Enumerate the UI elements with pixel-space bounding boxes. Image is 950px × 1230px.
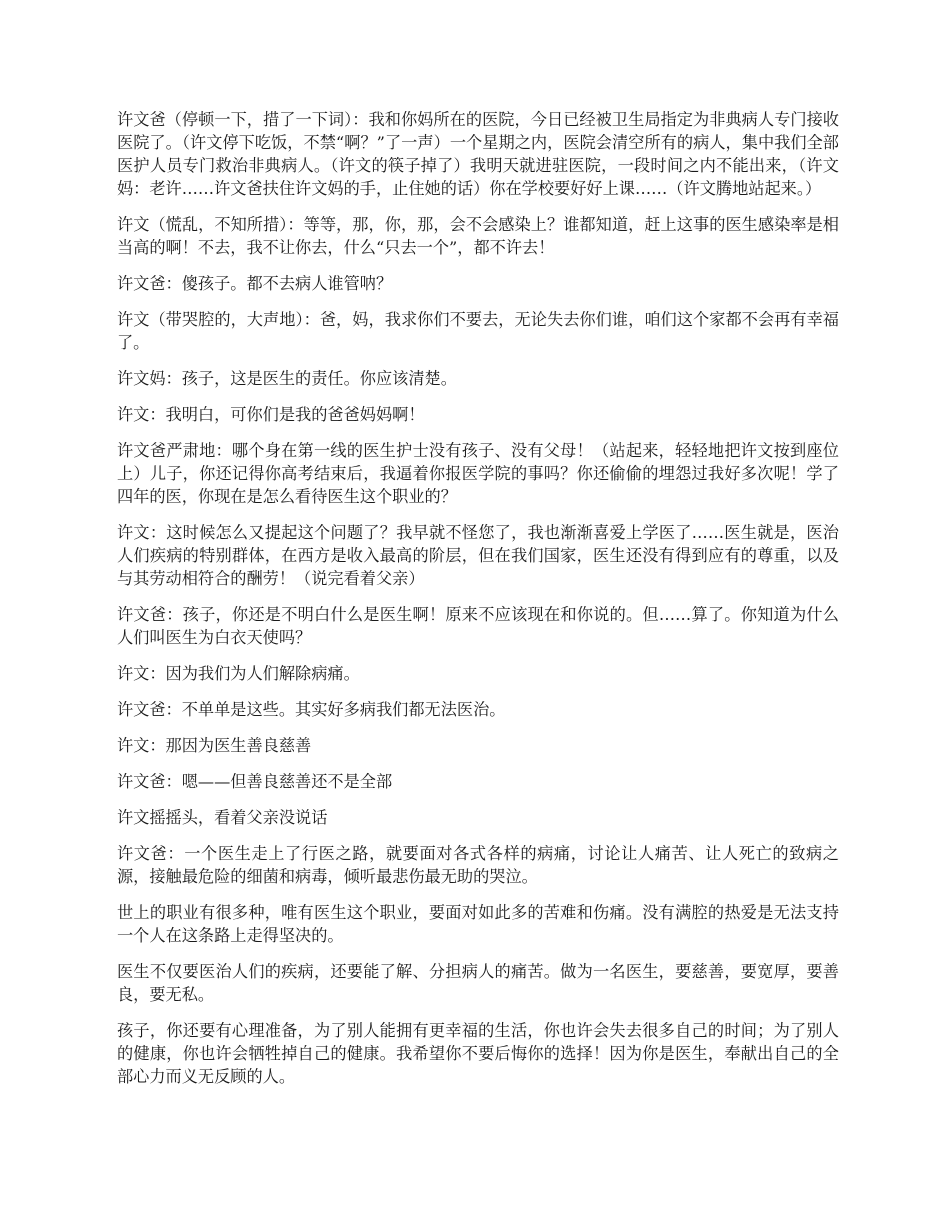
paragraph-10: 许文：因为我们为人们解除病痛。: [117, 664, 360, 683]
paragraph-1: 许文爸（停顿一下，措了一下词）：我和你妈所在的医院，今日已经被卫生局指定为非典病人专门接收医院了。（许文停下吃饭，不禁“啊？”了一声）一个星期之内，医院会清空所有的病人，集中我们全部医护人员专门救治非典病人。（许文的筷子掉了）我明天就进驻医院，一段时间之内不能出来，（许文妈：老许……许文爸扶住许文妈的手，止住她的话）你在学校要好好上课……（许文腾地站起来。）: [117, 110, 839, 198]
paragraph-2: 许文（慌乱，不知所措）：等等，那，你，那，会不会感染上？谁都知道，赶上这事的医生感染率是相当高的啊！不去，我不让你去，什么“只去一个”，都不许去！: [117, 215, 839, 257]
paragraph-9: 许文爸：孩子，你还是不明白什么是医生啊！原来不应该现在和你说的。但……算了。你知道为什么人们叫医生为白衣天使吗？: [117, 605, 839, 647]
paragraph-18: 孩子，你还要有心理准备，为了别人能拥有更幸福的生活，你也许会失去很多自己的时间；为了别人的健康，你也许会牺牲掉自己的健康。我希望你不要后悔你的选择！因为你是医生，奉献出自己的全部心力而义无反顾的人。: [117, 1021, 839, 1086]
paragraph-8: 许文：这时候怎么又提起这个问题了？我早就不怪您了，我也渐渐喜爱上学医了……医生就是，医治人们疾病的特别群体，在西方是收入最高的阶层，但在我们国家，医生还没有得到应有的尊重，以及与其劳动相符合的酬劳！（说完看着父亲）: [117, 523, 839, 588]
paragraph-11: 许文爸：不单单是这些。其实好多病我们都无法医治。: [117, 700, 506, 719]
paragraph-5: 许文妈：孩子，这是医生的责任。你应该清楚。: [117, 369, 457, 388]
paragraph-4: 许文（带哭腔的，大声地）：爸，妈，我求你们不要去，无论失去你们谁，咱们这个家都不会再有幸福了。: [117, 310, 839, 352]
paragraph-13: 许文爸：嗯——但善良慈善还不是全部: [117, 772, 393, 791]
paragraph-14: 许文摇摇头，看着父亲没说话: [117, 808, 328, 827]
paragraph-16: 世上的职业有很多种，唯有医生这个职业，要面对如此多的苦难和伤痛。没有满腔的热爱是无法支持一个人在这条路上走得坚决的。: [117, 903, 839, 945]
paragraph-12: 许文：那因为医生善良慈善: [117, 736, 312, 755]
paragraph-6: 许文：我明白，可你们是我的爸爸妈妈啊！: [117, 405, 425, 424]
paragraph-3: 许文爸：傻孩子。都不去病人谁管呐？: [117, 274, 393, 293]
paragraph-7: 许文爸严肃地：哪个身在第一线的医生护士没有孩子、没有父母！（站起来，轻轻地把许文按到座位上）儿子，你还记得你高考结束后，我逼着你报医学院的事吗？你还偷偷的埋怨过我好多次呢！学了四年的医，你现在是怎么看待医生这个职业的？: [117, 441, 839, 506]
paragraph-17: 医生不仅要医治人们的疾病，还要能了解、分担病人的痛苦。做为一名医生，要慈善，要宽厚，要善良，要无私。: [117, 962, 839, 1004]
paragraph-15: 许文爸：一个医生走上了行医之路，就要面对各式各样的病痛，讨论让人痛苦、让人死亡的致病之源，接触最危险的细菌和病毒，倾听最悲伤最无助的哭泣。: [117, 844, 839, 886]
document-page: [117, 108, 839, 1101]
